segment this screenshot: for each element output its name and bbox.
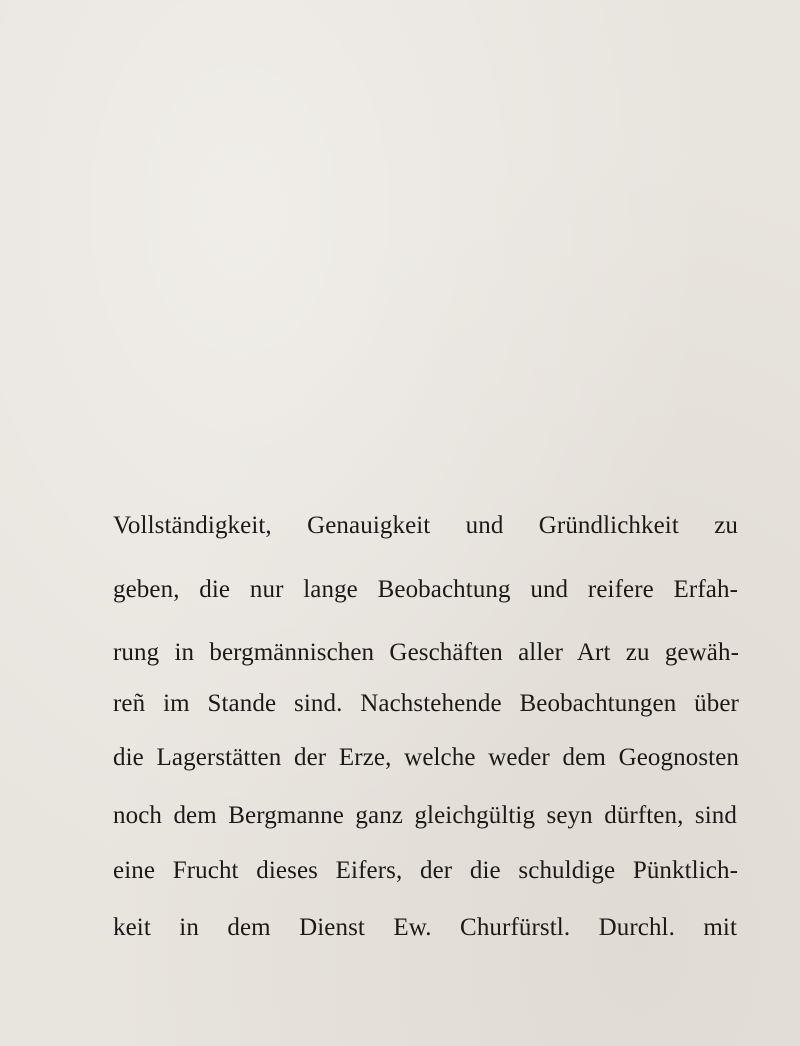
text-line: eine Frucht dieses Eifers, der die schuldige Pünktlich-	[113, 857, 738, 884]
text-line: Vollständigkeit, Genauigkeit und Gründlichkeit zu	[113, 512, 738, 539]
text-line: geben, die nur lange Beobachtung und reifere Erfah-	[113, 576, 738, 603]
text-line: noch dem Bergmanne ganz gleichgültig seyn dürften, sind	[113, 802, 737, 829]
text-line: die Lagerstätten der Erze, welche weder dem Geognosten	[113, 744, 739, 771]
text-line: keit in dem Dienst Ew. Churfürstl. Durchl. mit	[113, 914, 737, 941]
text-line: rung in bergmännischen Geschäften aller Art zu gewäh-	[113, 639, 739, 666]
text-line: reñ im Stande sind. Nachstehende Beobachtungen über	[113, 690, 739, 717]
